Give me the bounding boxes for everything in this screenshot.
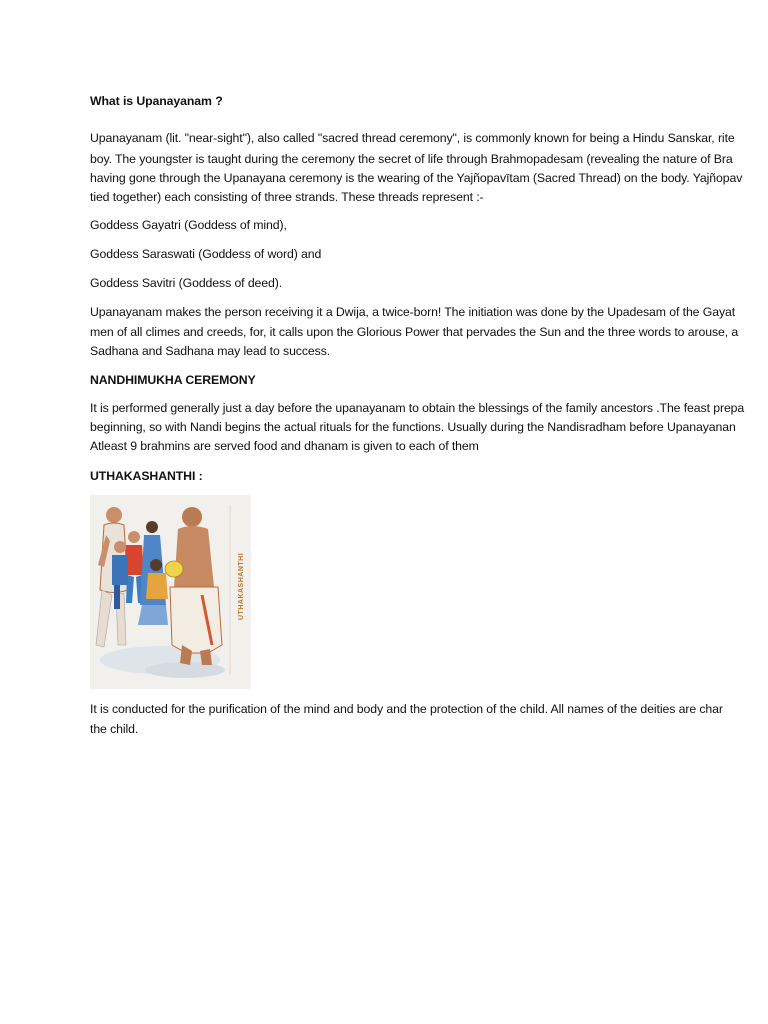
nandhimukha-heading: NANDHIMUKHA CEREMONY: [90, 373, 256, 387]
nandhimukha-line-1: It is performed generally just a day before the upanayanam to obtain the blessings of the family ancestors .The feast prepa: [90, 401, 745, 415]
page-heading: What is Upanayanam ?: [90, 94, 223, 108]
goddess-savitri: Goddess Savitri (Goddess of deed).: [90, 276, 283, 290]
uthakashanthi-line-1: It is conducted for the purification of the mind and body and the protection of the child. All names of the deities are char: [90, 702, 723, 716]
dwija-line-1: Upanayanam makes the person receiving it a Dwija, a twice-born! The initiation was done by the Upadesam of the Gayat: [90, 305, 736, 319]
illustration-drawing: [90, 495, 251, 689]
intro-line-3: having gone through the Upanayana ceremony is the wearing of the Yajñopavītam (Sacred Thread) on the body. Yajñopav: [90, 171, 743, 185]
dwija-line-3: Sadhana and Sadhana may lead to success.: [90, 344, 331, 358]
goddess-gayatri: Goddess Gayatri (Goddess of mind),: [90, 218, 287, 232]
intro-line-1: Upanayanam (lit. "near-sight"), also called "sacred thread ceremony", is commonly known for being a Hindu Sanskar, rite: [90, 131, 735, 145]
dwija-line-2: men of all climes and creeds, for, it calls upon the Glorious Power that pervades the Sun and the three words to arouse, a: [90, 325, 739, 339]
intro-line-4: tied together) each consisting of three strands. These threads represent :-: [90, 190, 484, 204]
uthakashanthi-heading: UTHAKASHANTHI :: [90, 469, 203, 483]
intro-line-2: boy. The youngster is taught during the ceremony the secret of life through Brahmopadesam (revealing the nature of Bra: [90, 152, 733, 166]
illustration-caption: UTHAKASHANTHI: [238, 552, 245, 620]
nandhimukha-line-3: Atleast 9 brahmins are served food and dhanam is given to each of them: [90, 439, 479, 453]
uthakashanthi-line-2: the child.: [90, 722, 139, 736]
goddess-saraswati: Goddess Saraswati (Goddess of word) and: [90, 247, 322, 261]
uthakashanthi-illustration: [90, 495, 251, 689]
nandhimukha-line-2: beginning, so with Nandi begins the actual rituals for the functions. Usually during the Nandisradham before Upanayanan: [90, 420, 736, 434]
